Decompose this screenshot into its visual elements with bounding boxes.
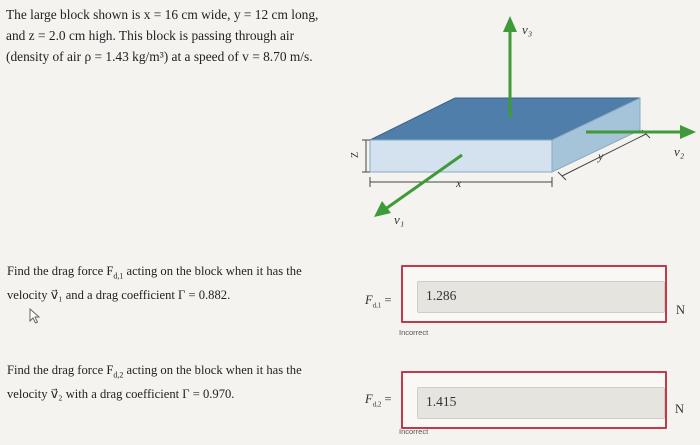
question-2-text [7, 361, 337, 403]
v3-arrowhead [503, 16, 517, 32]
question-1-line-2: velocity v⃗₁ and a drag coefficient Γ = 0.882. [7, 287, 231, 302]
answer-2-status: Incorrect [399, 427, 429, 436]
problem-line-3: (density of air ρ = 1.43 kg/m³) at a speed of v = 8.70 m/s. [6, 49, 313, 64]
problem-statement [6, 4, 336, 67]
v2-arrowhead [680, 125, 696, 139]
question-1-line-1: Find the drag force $F_{d,1}$ acting on the block when it has the [7, 264, 302, 281]
v2-label: v₂ [674, 144, 685, 159]
answer-2-unit: N [675, 402, 685, 416]
answer-1-input[interactable]: 1.286 [417, 281, 665, 313]
question-2-line-1: Find the drag force $F_{d,2}$ acting on the block when it has the [7, 363, 302, 380]
v1-label: v₁ [394, 212, 405, 227]
answer-1-unit: N [676, 303, 686, 317]
question-1-text [7, 262, 337, 304]
answer-1-box [401, 265, 667, 323]
answer-2-label: $F_{d,2}$ = [365, 392, 392, 409]
answer-2-input[interactable]: 1.415 [417, 387, 665, 419]
x-label: x [456, 176, 462, 190]
problem-line-1: The large block shown is x = 16 cm wide, y = 12 cm long, [6, 7, 319, 22]
z-label: Z [350, 151, 361, 158]
question-2-line-2: velocity v⃗₂ with a drag coefficient Γ = 0.970. [7, 386, 235, 401]
problem-line-2: and z = 2.0 cm high. This block is passing through air [6, 28, 295, 43]
answer-1-status: Incorrect [399, 328, 429, 337]
y-tick-front [558, 172, 566, 180]
block-diagram [330, 0, 700, 240]
answer-1-label: $F_{d,1}$ = [365, 293, 392, 310]
y-label: y [598, 149, 604, 163]
mouse-cursor-icon [28, 308, 42, 324]
v1-arrowhead [374, 201, 391, 217]
v3-label: v₃ [522, 22, 533, 37]
answer-2-box [401, 371, 667, 429]
